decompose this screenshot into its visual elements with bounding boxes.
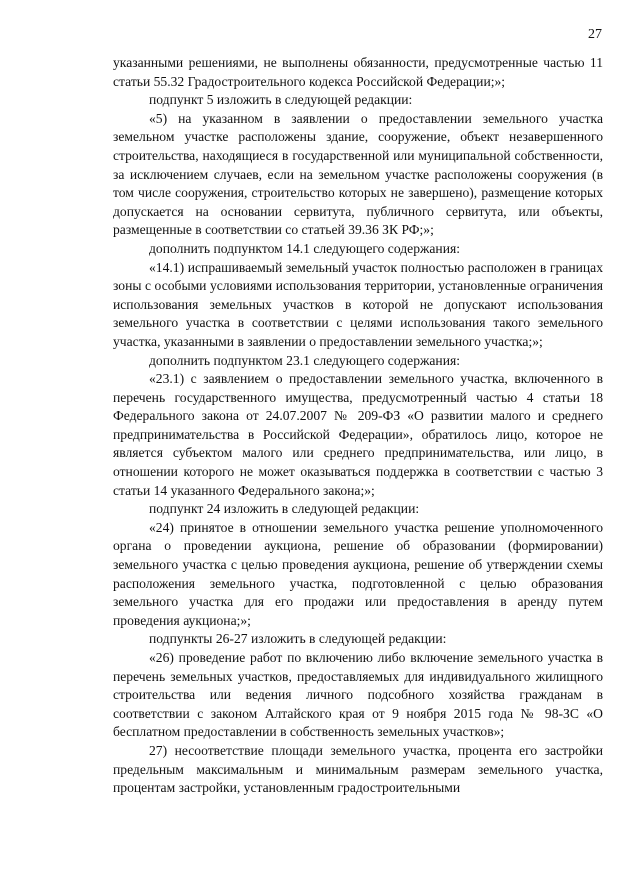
paragraph: подпункт 5 изложить в следующей редакции: — [149, 92, 413, 108]
paragraph: подпункт 24 изложить в следующей редакции: — [149, 501, 420, 517]
paragraph: «24) принятое в отношении земельного участка решение уполномоченного органа о проведении аукциона, решение об образовании (формировании) земельного участка с целью проведения аукциона, решение об утверждении схемы расположения земельного участка, подготовленной с целью образования земельного участка для его продажи или предоставления в аренду путем проведения аукциона;»; — [113, 519, 603, 628]
paragraph: дополнить подпунктом 23.1 следующего содержания: — [149, 352, 460, 368]
paragraph: «26) проведение работ по включению либо включение земельного участка в перечень земельных участков, предоставляемых для индивидуального жилищного строительства или ведения личного подсобного хозяйства гражданам в соответствии с законом Алтайского края от 9 ноября 2015 года № 98-ЗС «О бесплатном предоставлении в собственность земельных участков»; — [113, 650, 603, 740]
paragraph: «5) на указанном в заявлении о предоставлении земельного участка земельном участке расположены здание, сооружение, объект незавершенного строительства, находящиеся в государственной или муниципальной собственности, за исключением случаев, если на земельном участке расположены сооружения (в том числе сооружения, строительство которых не завершено), размещение которых допускается на основании сервитута, публичного сервитута, или объекты, размещенные в соответствии со статьей 39.36 ЗК РФ;»; — [113, 110, 603, 238]
document-body — [113, 54, 603, 798]
paragraph: подпункты 26-27 изложить в следующей редакции: — [149, 631, 447, 647]
paragraph: «14.1) испрашиваемый земельный участок полностью расположен в границах зоны с особыми условиями использования территории, установленные ограничения использования земельных участков в которой не допускают использования земельного участка в соответствии с целями использования такого земельного участка, указанными в заявлении о предоставлении земельного участка;»; — [113, 259, 603, 349]
paragraph: 27) несоответствие площади земельного участка, процента его застройки предельным максимальным и минимальным размерам земельного участка, процентам застройки, установленным градостроительными — [113, 742, 603, 796]
paragraph: дополнить подпунктом 14.1 следующего содержания: — [149, 240, 460, 256]
paragraph: указанными решениями, не выполнены обязанности, предусмотренные частью 11 статьи 55.32 Градостроительного кодекса Российской Федерации;»; — [113, 55, 603, 89]
page-number: 27 — [588, 27, 602, 42]
paragraph: «23.1) с заявлением о предоставлении земельного участка, включенного в перечень государственного имущества, предусмотренный частью 4 статьи 18 Федерального закона от 24.07.2007 № 209-ФЗ «О развитии малого и среднего предпринимательства в Российской Федерации», обратилось лицо, которое не является субъектом малого или среднего предпринимательства, или лицо, в отношении которого не может оказываться поддержка в соответствии с частью 3 статьи 14 указанного Федерального закона;»; — [113, 371, 603, 498]
